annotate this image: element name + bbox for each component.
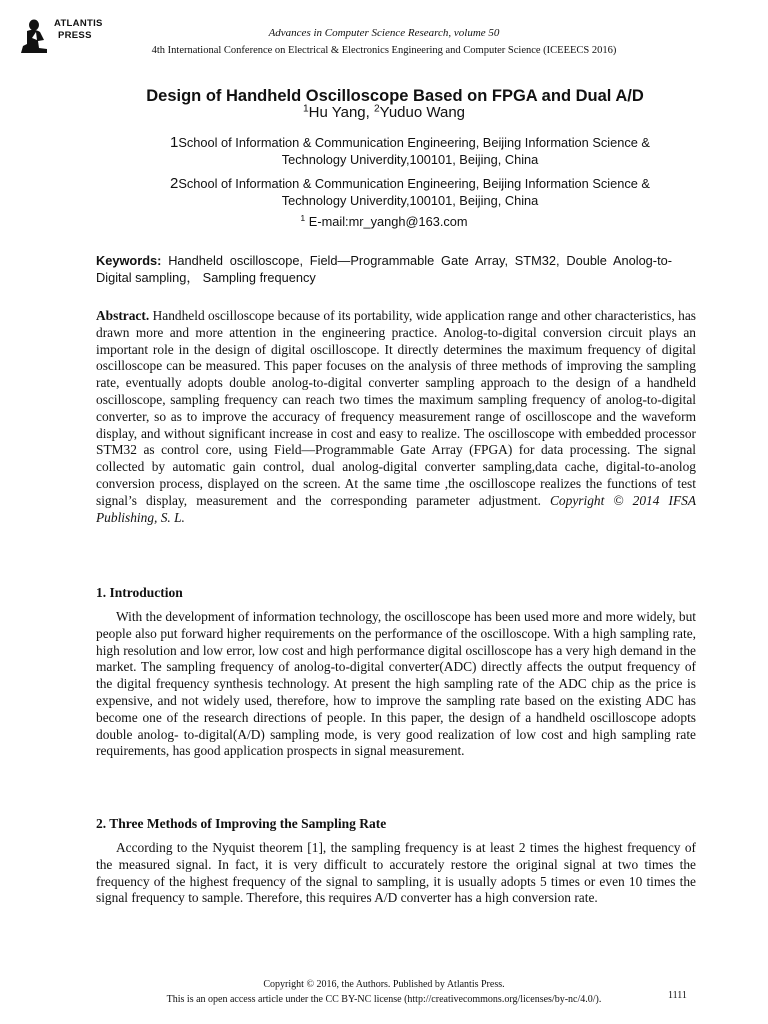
footer-copyright: Copyright © 2016, the Authors. Published by Atlantis Press.	[263, 979, 505, 990]
keywords-text: Handheld oscilloscope, Field—Programmable Gate Array, STM32, Double Anolog-to-Digital sampling， Sampling frequency	[96, 253, 672, 285]
page-number: 1111	[668, 990, 687, 1001]
author-1-sup: 1	[302, 103, 309, 115]
email-line	[0, 214, 768, 229]
author-2-name: Yuduo Wang	[379, 104, 465, 121]
author-2-sup: 2	[373, 103, 380, 115]
authors-line	[0, 104, 768, 121]
journal-header: Advances in Computer Science Research, volume 50	[268, 27, 500, 39]
section-1-paragraph: With the development of information technology, the oscilloscope has been used more and more widely, but people also put forward higher requirements on the performance of the oscilloscope. With a high sampling rate, high resolution and low error, low cost and high performance digital oscilloscope has a very high demand in the market. The sampling frequency of anolog-to-digital converter(ADC) directly affects the output frequency of the digital frequency synthesis technology. At present the high sampling rate of the ADC chip as the price is expensive, and not widely used, therefore, how to improve the sampling rate based on the existing ADC has become one of the research directions of people. In this paper, the design of a handheld oscilloscope adopts double anolog- to-digital(A/D) sampling mode, is very good realization of low cost and high sampling rate requirements, has good application prospects in signal measurement.	[96, 609, 696, 759]
footer-license: This is an open access article under the CC BY-NC license (http://creativecommons.org/licenses/by-nc/4.0/).	[166, 994, 602, 1005]
affiliation-1-line1: School of Information & Communication Engineering, Beijing Information Science &	[178, 135, 650, 150]
keywords	[96, 252, 672, 286]
paper-title: Design of Handheld Oscilloscope Based on FPGA and Dual A/D	[146, 87, 644, 105]
affiliation-1	[130, 135, 690, 168]
affiliation-2-sup: 2	[170, 175, 179, 192]
affiliation-2-line2: Technology Univerdity,100101, Beijing, China	[281, 192, 539, 208]
logo-line2: PRESS	[58, 30, 92, 41]
author-1-name: Hu Yang,	[308, 104, 374, 121]
abstract	[96, 308, 696, 526]
abstract-text: Handheld oscilloscope because of its portability, wide application range and other characteristics, has drawn more and more attention in the engineering practice. Anolog-to-digital conversion circuit plays an important role in the design of digital oscilloscope. It directly determines the maximum frequency of digital oscilloscope can be measured. This paper focuses on the analysis of three methods of improving the sampling rate, eventually adopts double anolog-to-digital converter sampling approach to the design of a handheld oscilloscope, sampling frequency can reach two times the maximum sampling frequency of anolog-to-digital converter, so as to improve the accuracy of frequency measurement range of oscilloscope and the waveform display, and without significant increase in cost and easy to realize. The oscilloscope with embedded processor STM32 as control core, using Field—Programmable Gate Array (FPGA) for data processing. The signal collected by automatic gain control, dual anolog-digital converter sampling,data cache, digital-to-anolog conversion process, displayed on the screen. At the same time ,the oscilloscope realizes the functions of test signal’s display, measurement and the corresponding parameter adjustment.	[96, 308, 696, 508]
affiliation-1-sup: 1	[170, 134, 179, 151]
affiliation-1-line2: Technology Univerdity,100101, Beijing, China	[281, 151, 539, 167]
section-2-heading: 2. Three Methods of Improving the Sampling Rate	[96, 816, 387, 831]
email-sup: 1	[300, 213, 306, 224]
abstract-copyright: Copyright © 2014 IFSA Publishing, S. L.	[96, 492, 697, 525]
logo-line1: ATLANTIS	[54, 18, 103, 29]
section-2-paragraph: According to the Nyquist theorem [1], the sampling frequency is at least 2 times the highest frequency of the measured signal. In fact, it is very difficult to accurately restore the original signal at two times the frequency of the highest frequency of the signal to sampling, it is usually adopts 5 times or even 10 times the signal frequency to sample. Therefore, this requires A/D converter has a high conversion rate.	[96, 840, 696, 906]
conference-header: 4th International Conference on Electrical & Electronics Engineering and Computer Science (ICEEECS 2016)	[151, 45, 617, 56]
email-text: E-mail:mr_yangh@163.com	[305, 214, 468, 229]
section-1-heading: 1. Introduction	[96, 585, 183, 600]
abstract-label: Abstract.	[96, 308, 150, 323]
affiliation-2-line1: School of Information & Communication Engineering, Beijing Information Science &	[178, 176, 650, 191]
keywords-label: Keywords:	[96, 253, 162, 268]
affiliation-2	[130, 176, 690, 209]
